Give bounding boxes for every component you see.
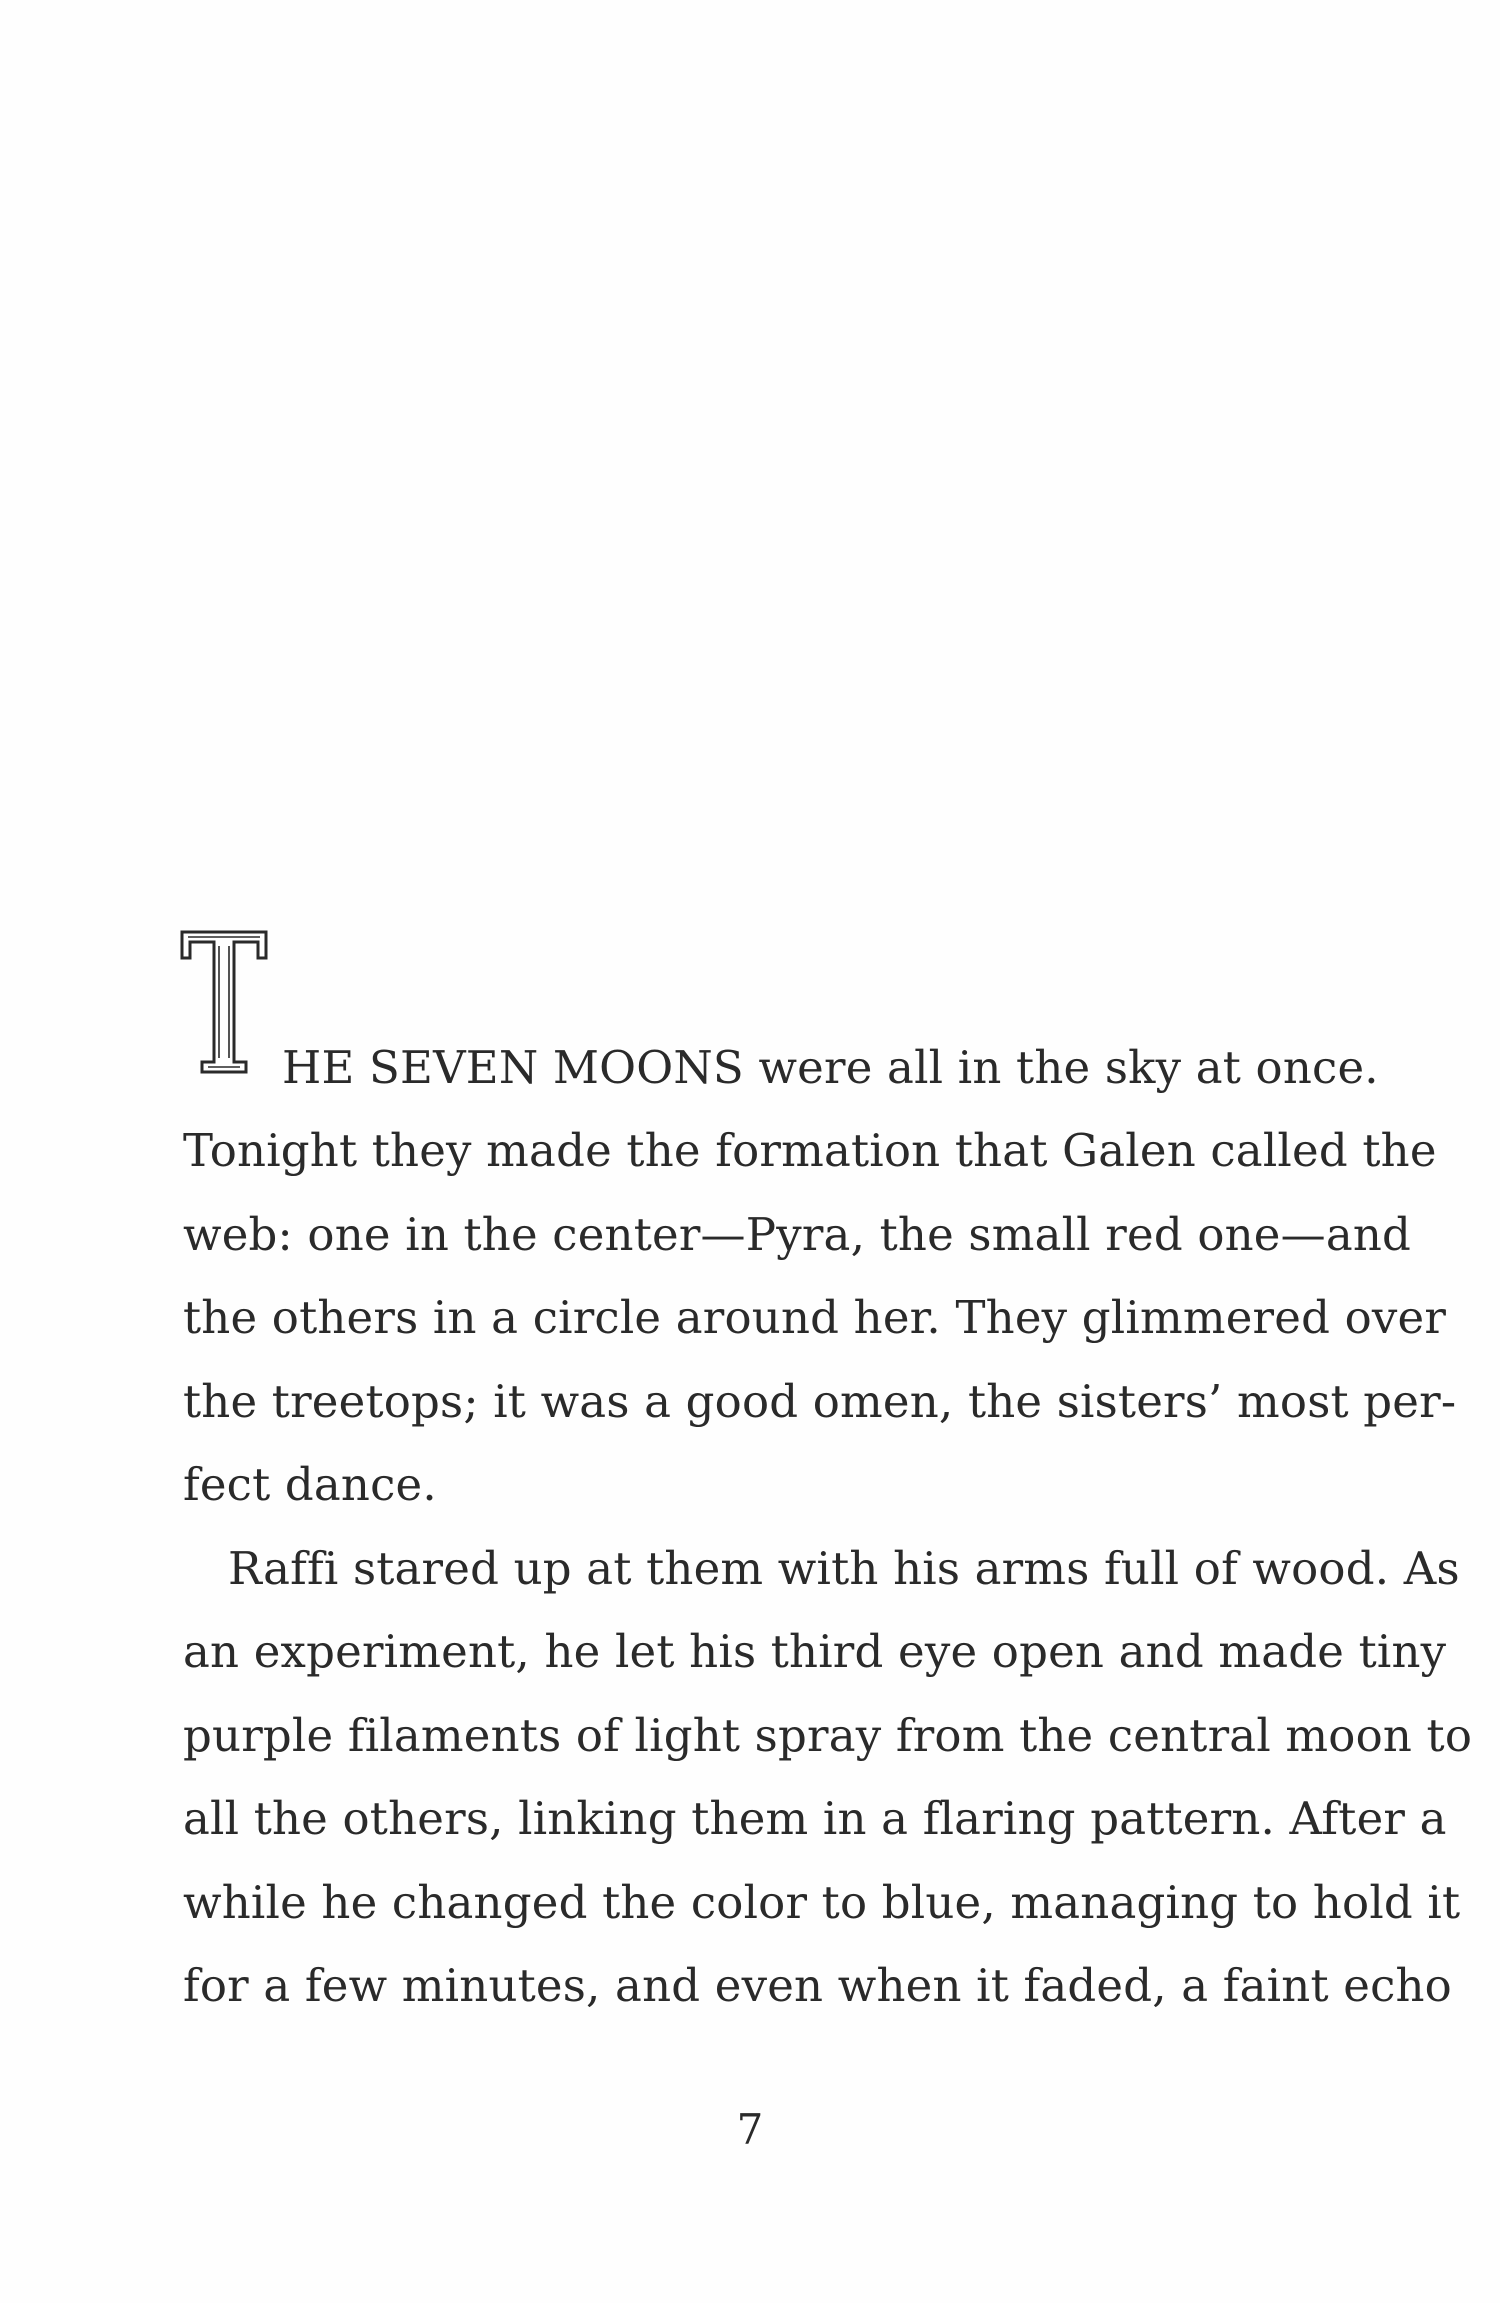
text-line-3: web: one in the center—Pyra, the small red one—and bbox=[183, 1208, 1412, 1261]
text-line-9: purple filaments of light spray from the central moon to bbox=[183, 1709, 1473, 1762]
text-line-10: all the others, linking them in a flaring pattern. After a bbox=[183, 1792, 1447, 1845]
text-line-6: fect dance. bbox=[183, 1458, 437, 1511]
text-line-8: an experiment, he let his third eye open and made tiny bbox=[183, 1625, 1447, 1678]
text-line-7: Raffi stared up at them with his arms full of wood. As bbox=[228, 1542, 1460, 1595]
drop-cap-letter bbox=[178, 928, 270, 1076]
text-line-12: for a few minutes, and even when it faded, a faint echo bbox=[183, 1959, 1452, 2012]
text-line-2: Tonight they made the formation that Galen called the bbox=[183, 1124, 1437, 1177]
page-number: 7 bbox=[736, 2105, 764, 2154]
text-line-5: the treetops; it was a good omen, the sisters’ most per- bbox=[183, 1375, 1457, 1428]
text-line-11: while he changed the color to blue, managing to hold it bbox=[183, 1876, 1461, 1929]
text-line-4: the others in a circle around her. They glimmered over bbox=[183, 1291, 1447, 1344]
text-line-1: HE SEVEN MOONS were all in the sky at once. bbox=[282, 1041, 1379, 1094]
